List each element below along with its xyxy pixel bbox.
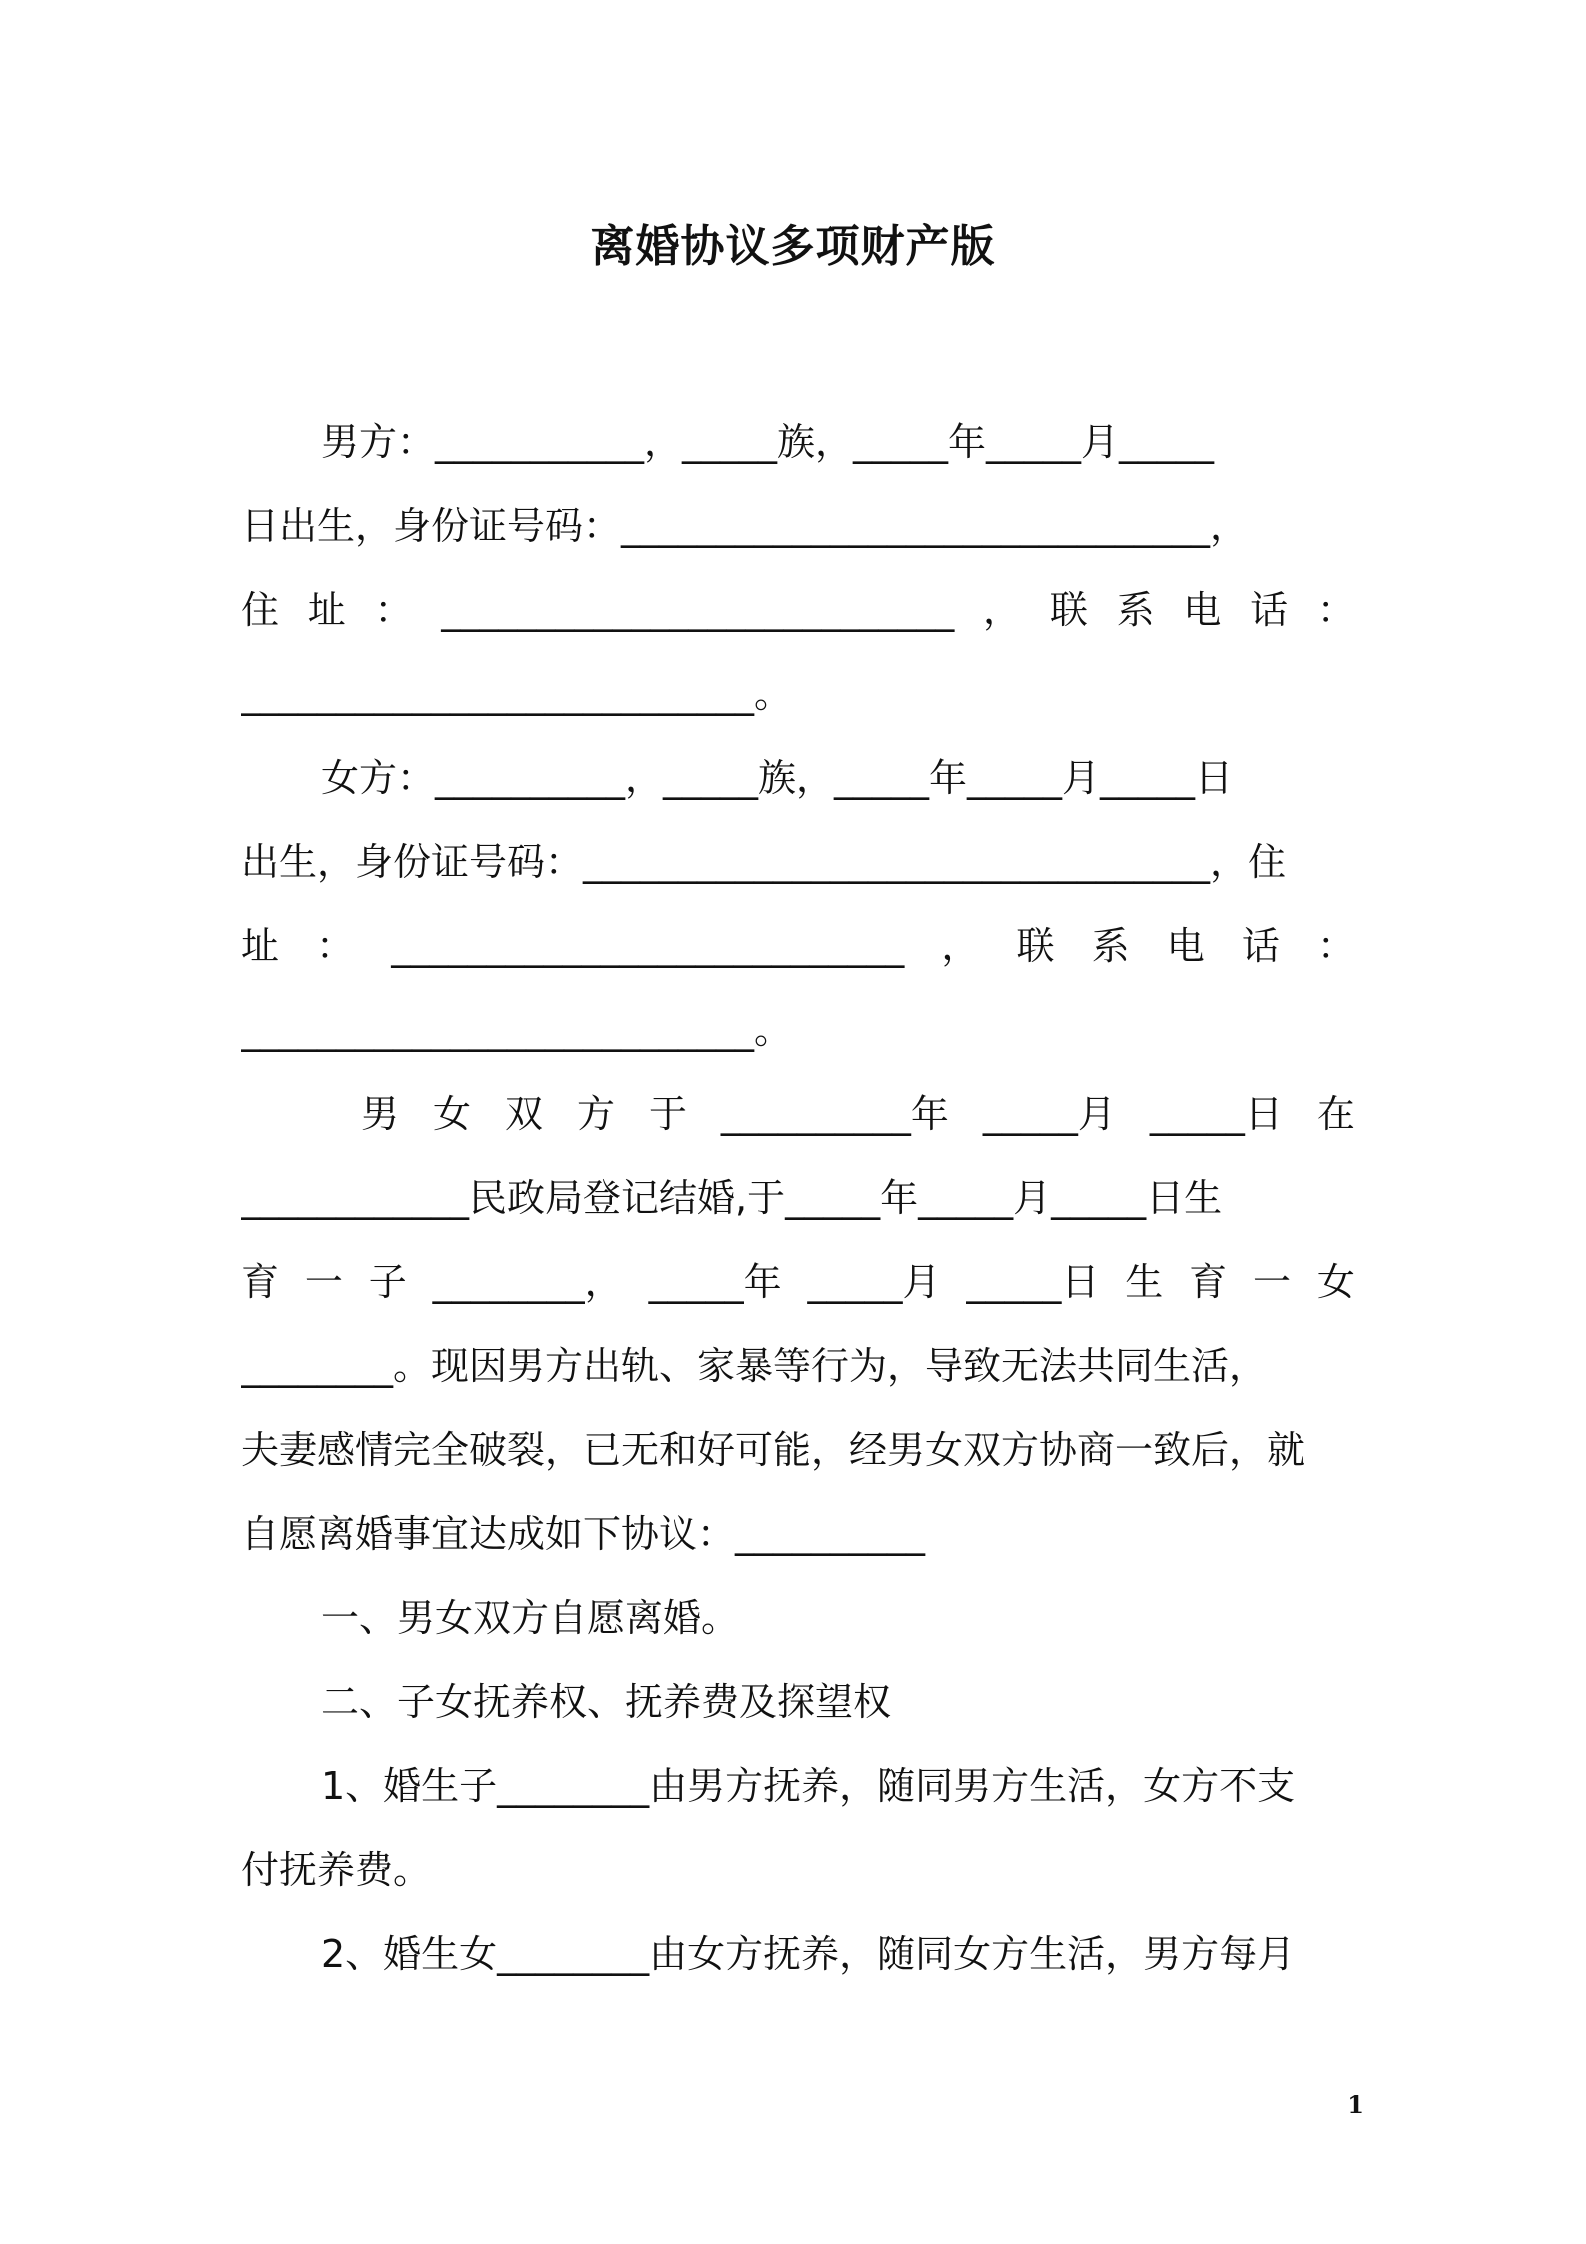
text-line (241, 568, 1355, 652)
document-title: 离婚协议多项财产版 (590, 221, 996, 272)
text-line (241, 1156, 1355, 1240)
text-line (241, 484, 1355, 568)
text-line (241, 1492, 1355, 1576)
text-line (241, 1324, 1355, 1408)
text-segment: 一、男女双方自愿离婚。 (321, 1596, 740, 1640)
text-segment: 联 (1016, 924, 1055, 968)
text-segment: 住 (241, 588, 280, 632)
clause-heading (241, 1660, 1355, 1744)
text-line (241, 1072, 1355, 1156)
text-line (241, 1744, 1355, 1828)
text-segment: 址 (241, 924, 280, 968)
text-segment: _____月 (807, 1260, 941, 1304)
text-segment: 电 (1183, 588, 1222, 632)
text-segment: 自愿离婚事宜达成如下协议：__________ (241, 1512, 926, 1556)
text-line (241, 1408, 1355, 1492)
text-segment: 在 (1316, 1092, 1355, 1136)
text-segment: ___________________________ (441, 588, 955, 632)
text-segment: _____年 (648, 1260, 782, 1304)
text-segment: 2、婚生女________由女方抚养，随同女方生活，男方每月 (321, 1932, 1296, 1976)
text-segment: ___________________________ (391, 924, 905, 968)
text-segment: 系 (1116, 588, 1155, 632)
text-segment: 育 (1189, 1260, 1228, 1304)
text-segment: 址 (307, 588, 346, 632)
text-segment: 一 (1253, 1260, 1292, 1304)
text-segment: ： (374, 588, 413, 632)
text-segment: 女 (1316, 1260, 1355, 1304)
text-segment: 方 (576, 1092, 615, 1136)
text-line (241, 988, 1355, 1072)
text-segment: 二、子女抚养权、抚养费及探望权 (321, 1680, 892, 1724)
text-segment: ____________民政局登记结婚,于_____年_____月_____日生 (241, 1176, 1223, 1220)
text-segment: 男方：___________，_____族，_____年_____月_____ (321, 420, 1215, 464)
text-segment: 1、婚生子________由男方抚养，随同男方生活，女方不支 (321, 1764, 1296, 1808)
text-line (241, 652, 1355, 736)
text-segment: ________， (432, 1260, 623, 1304)
text-line (241, 1240, 1355, 1324)
text-line (241, 904, 1355, 988)
text-line (241, 400, 1355, 484)
text-segment: 联 (1049, 588, 1088, 632)
text-segment: 于 (648, 1092, 687, 1136)
text-segment: 生 (1125, 1260, 1164, 1304)
text-segment: 话 (1241, 924, 1280, 968)
clause-heading (241, 1576, 1355, 1660)
text-segment: ， (941, 924, 980, 968)
text-segment: ： (1316, 924, 1355, 968)
text-segment: _____日 (1149, 1092, 1283, 1136)
text-segment: ________。现因男方出轨、家暴等行为，导致无法共同生活， (241, 1344, 1268, 1388)
text-segment: 女方：__________，_____族，_____年_____月_____日 (321, 756, 1234, 800)
text-segment: 女 (432, 1092, 471, 1136)
text-segment: ___________________________。 (241, 672, 793, 716)
text-segment: 付抚养费。 (241, 1848, 432, 1892)
text-line (241, 820, 1355, 904)
text-segment: 日出生，身份证号码：_______________________________， (241, 504, 1249, 548)
page-number: 1 (1347, 2090, 1364, 2119)
text-line (241, 1828, 1355, 1912)
text-line (241, 1912, 1355, 1996)
text-segment: 话 (1250, 588, 1289, 632)
document-body (241, 400, 1355, 1996)
text-segment: ： (316, 924, 355, 968)
text-segment: ： (1316, 588, 1355, 632)
text-segment: 一 (304, 1260, 343, 1304)
text-segment: 电 (1166, 924, 1205, 968)
text-segment: __________年 (720, 1092, 949, 1136)
text-segment: 夫妻感情完全破裂，已无和好可能，经男女双方协商一致后，就 (241, 1428, 1306, 1472)
text-line (241, 736, 1355, 820)
text-segment: ___________________________。 (241, 1008, 793, 1052)
text-segment: 双 (504, 1092, 543, 1136)
text-segment: _____日 (966, 1260, 1100, 1304)
text-segment: ， (983, 588, 1022, 632)
text-segment: 出生，身份证号码：_________________________________，住 (241, 840, 1287, 884)
text-segment: 子 (368, 1260, 407, 1304)
text-segment: _____月 (982, 1092, 1116, 1136)
text-segment: 系 (1091, 924, 1130, 968)
text-segment: 男 (361, 1092, 400, 1136)
text-segment: 育 (241, 1260, 280, 1304)
